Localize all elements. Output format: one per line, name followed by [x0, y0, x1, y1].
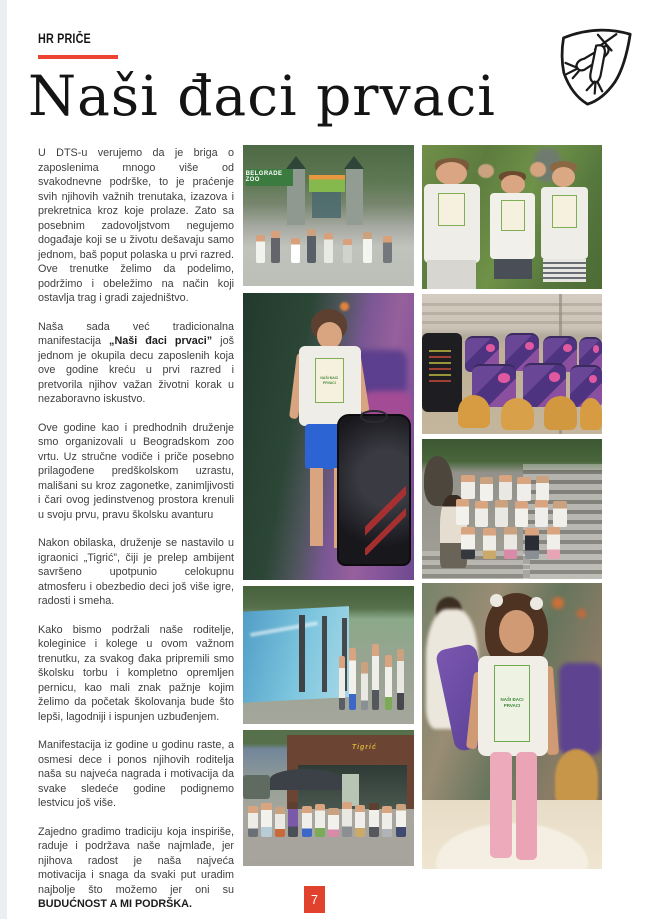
- zoo-visitors: [246, 232, 410, 266]
- photo-tigric-playroom-group: [243, 730, 414, 866]
- photo-boy-with-backpack: [243, 293, 414, 580]
- article-body: [38, 146, 234, 919]
- children-walking: [337, 644, 412, 713]
- photo-group-on-steps: [422, 439, 602, 579]
- paragraph: Zajedno gradimo tradiciju koja inspiriše, raduje i podržava naše najmlađe, jer njihova radost je naša najveća motivacija i snaga da svaki put uradim najbolje što možemo jer oni su BUDUĆNOST A MI PODRŠKA.: [38, 825, 234, 910]
- tshirt-print: NAŠI ĐACI PRVACI: [494, 665, 530, 742]
- aquarium-tank: [243, 607, 349, 704]
- children-group: [451, 475, 584, 567]
- tshirt-print: NAŠI ĐACI PRVACI: [315, 358, 344, 404]
- paragraph: U DTS-u verujemo da je briga o zaposlenima mnogo više od svakodnevne podrške, to je praćenje svih njihovih važnih trenutaka, izazova i prekretnica kroz koje prolaze. Zato sa posebnim zadovoljstvom negujemo događaje koji se u životu dešavaju samo jednom, baš poput polaska u prvi razred. Ove trenutke želimo da podelimo, podržimo i obeležimo na način koji ostavlja trag i gradi zajedništvo.: [38, 147, 234, 304]
- tigric-sign: Tigrić: [351, 744, 377, 752]
- children-raising-hands: [245, 802, 413, 839]
- paragraph: Kako bismo podržali naše roditelje, koleginice i kolege u ovom važnom trenutku, za svakog đaka pripremili smo školsku torbu i kompletno opremljen pernicu, kao mali znak pažnje kojim želimo da početak školovanja bude što lepši, lagodniji i ispunjen uzbuđenjem.: [38, 623, 234, 723]
- paragraph: Manifestacija iz godine u godinu raste, a osmesi dece i ponos njihovih roditelja naša su najveća nagrada i motivacija da svake sledeće godine podignemo lestvicu još više.: [38, 739, 234, 809]
- paragraph: Nakon obilaska, druženje se nastavilo u igraonici „Tigrić”, čiji je prelep ambijent savršeno upotpunio celokupnu atmosferu i obezbedio deci još više igre, radosti i smeha.: [38, 537, 234, 607]
- page-number: 7: [304, 886, 325, 913]
- photo-zoo-entrance: [243, 145, 414, 286]
- carrot-crest-icon: [548, 18, 640, 110]
- black-school-bag: [337, 414, 411, 566]
- zoo-sign: BELGRADE ZOO: [246, 169, 294, 186]
- paragraph: Ove godine kao i predhodnih druženje smo organizovali u Beogradskom zoo vrtu. Uz stručne vodiče i priče posebno prilagođene predškolskom uzrastu, mališani su kroz zagonetke, zanimljivosti i čari ovog jedinstvenog prostora krenuli u svoju prvu, pravu školsku avanturu: [38, 421, 234, 521]
- photo-zoo-aquarium-walk: [243, 586, 414, 724]
- photo-backpacks-on-chairs: [422, 294, 602, 434]
- umbrella: [270, 769, 342, 789]
- kicker-label: HR PRIČE: [38, 31, 91, 46]
- photo-kids-in-shirts: [422, 145, 602, 289]
- photo-girl-with-backpack: [422, 583, 602, 869]
- black-backpack: [422, 333, 462, 411]
- page-edge: [0, 0, 7, 919]
- paragraph: Naša sada već tradicionalna manifestacija „Naši đaci prvaci” još jednom je okupila decu zaposlenih koja ove godine kreću u prvi razred i pretvorila njihov važan životni korak u nezaboravno iskustvo.: [38, 320, 234, 405]
- zoo-gate-banner: [309, 175, 345, 192]
- page-title: Naši đaci prvaci: [28, 64, 496, 128]
- kicker-underline: [38, 55, 118, 59]
